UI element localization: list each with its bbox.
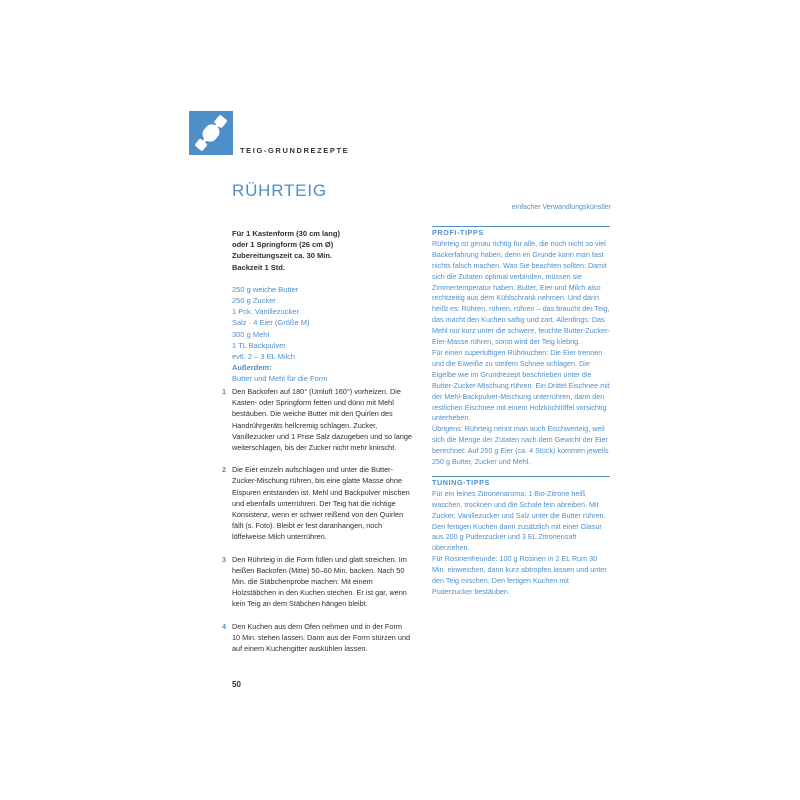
tuning-tips <box>432 476 610 598</box>
meta-line: Backzeit 1 Std. <box>232 262 285 272</box>
step-item <box>222 621 412 655</box>
recipe-info-column <box>232 228 412 385</box>
section-icon-box <box>189 111 233 155</box>
step-text: Den Rührteig in die Form füllen und glatt streichen. Im heißen Backofen (Mitte) 50–60 Min. backen. Nach 50 Min. die Stäbchenprobe machen: Mit einem Holzstäbchen in den Kuchen stechen. Er ist gar, wenn kein Teig an dem Stäbchen hängen bleibt. <box>232 554 407 609</box>
step-text: Den Kuchen aus dem Ofen nehmen und in der Form 10 Min. stehen lassen. Dann aus der Form stürzen und auf einem Kuchengitter auskühlen lassen. <box>232 621 411 654</box>
page-number: 50 <box>232 680 241 689</box>
profi-tips-heading: PROFI-TIPPS <box>432 226 610 239</box>
profi-tips <box>432 226 610 468</box>
ingredient-item: Salz · 4 Eier (Größe M) <box>232 318 310 328</box>
ingredient-item: 1 TL Backpulver <box>232 340 286 350</box>
tip-paragraph: Rührteig ist genau richtig für alle, die noch nicht so viel Backerfahrung haben, denn im Grunde kann man fast nichts falsch machen. Was Sie beachten sollten: Damit sich die Zutaten optimal verbinden, müssen sie Zimmertemperatur haben. Butter, Eier und Milch also rechtzeitig aus dem Kühlschrank nehmen. Und dann heißt es: Rühren, rühren, rühren – das braucht der Teig, das macht den Kuchen saftig und zart. Allerdings: Das Mehl nur kurz unter die schwere, feuchte Butter-Zucker-Eier-Masse rühren, sonst wird der Teig klebrig. <box>432 238 610 347</box>
meta-line: Zubereitungszeit ca. 30 Min. <box>232 251 333 261</box>
tip-paragraph: Übrigens: Rührteig nennt man auch Eischwerteig, weil sich die Menge der Zutaten nach dem Gewicht der Eier berechnet: Auf 250 g Eier (ca. 4 Stück) kommen jeweils 250 g Butter, Zucker und Mehl. <box>432 424 609 467</box>
ingredient-list <box>232 284 412 385</box>
step-number: 3 <box>222 554 227 564</box>
tip-paragraph: Für Rosinenfreunde: 100 g Rosinen in 2 EL Rum 30 Min. einweichen, dann kurz abtropfen lassen und unter den Teig mischen. Den fertigen Kuchen mit Puderzucker bestäuben. <box>432 554 607 596</box>
ingredient-item: 300 g Mehl <box>232 329 270 339</box>
step-number: 1 <box>222 387 227 396</box>
step-list <box>222 386 412 665</box>
ingredient-item: 250 g Zucker <box>232 296 276 306</box>
tuning-tips-heading: TUNING-TIPPS <box>432 476 610 489</box>
ingredient-item: 1 Pck. Vanillezucker <box>232 307 299 317</box>
step-text: Den Backofen auf 180° (Umluft 160°) vorheizen. Die Kasten- oder Springform fetten und dünn mit Mehl bestäuben. Die weiche Butter mit den Quirlen des Handrührgeräts hellcremig schlagen. Zucker, Vanillezucker und 1 Prise Salz dazugeben und so lange weiterschlagen, bis der Zucker nicht mehr knirscht. <box>232 387 412 453</box>
step-number: 4 <box>222 621 227 631</box>
ingredient-item: 250 g weiche Butter <box>232 284 299 294</box>
recipe-title: RÜHRTEIG <box>232 181 327 200</box>
section-label: TEIG-GRUNDREZEPTE <box>240 146 350 155</box>
step-item <box>222 554 412 610</box>
extra-item: Butter und Mehl für die Form <box>232 374 328 384</box>
tip-paragraph: Für ein feines Zitronenaroma: 1 Bio-Zitrone heiß waschen, trocknen und die Schale fein abreiben. Mit Zucker, Vanillezucker und Salz unter die Butter rühren. Den fertigen Kuchen dann zusätzlich mit einer Glasur aus 200 g Puderzucker und 3 EL Zitronensaft überziehen. <box>432 488 606 553</box>
step-text: Die Eier einzeln aufschlagen und unter die Butter-Zucker-Mischung rühren, bis eine glatte Masse ohne Eispuren entstanden ist. Mehl und Backpulver mischen und ebenfalls unterrühren. Der Teig hat die richtige Konsistenz, wenn er schwer reißend von den Quirlen fällt (s. Foto). Bleibt er fest daranhangen, noch löffelweise Milch unterrühren. <box>232 465 410 542</box>
recipe-meta <box>232 228 412 273</box>
meta-line: oder 1 Springform (26 cm Ø) <box>232 240 334 250</box>
step-item <box>222 464 412 542</box>
recipe-subtitle: einfacher Verwandlungskünstler <box>511 204 611 211</box>
rolling-pin-icon <box>189 111 233 155</box>
tip-paragraph: Für einen superluftigen Rührkuchen: Die Eier trennen und die Eiweiße zu steifem Schnee schlagen. Die Eigelbe wie im Grundrezept beschrieben unter die Butter-Zucker-Mischung rühren. Ein Drittel Eischnee mit der Mehl-Backpulver-Mischung unterrühren, dann den restlichen Eischnee mit einem Holzkochlöffel vorsichtig unterheben. <box>432 347 610 423</box>
extra-label: Außerdem: <box>232 363 272 373</box>
meta-line: Für 1 Kastenform (30 cm lang) <box>232 229 340 238</box>
tips-column <box>432 226 610 606</box>
step-item <box>222 386 412 453</box>
ingredient-item: evtl. 2 – 3 EL Milch <box>232 352 296 362</box>
step-number: 2 <box>222 465 227 475</box>
